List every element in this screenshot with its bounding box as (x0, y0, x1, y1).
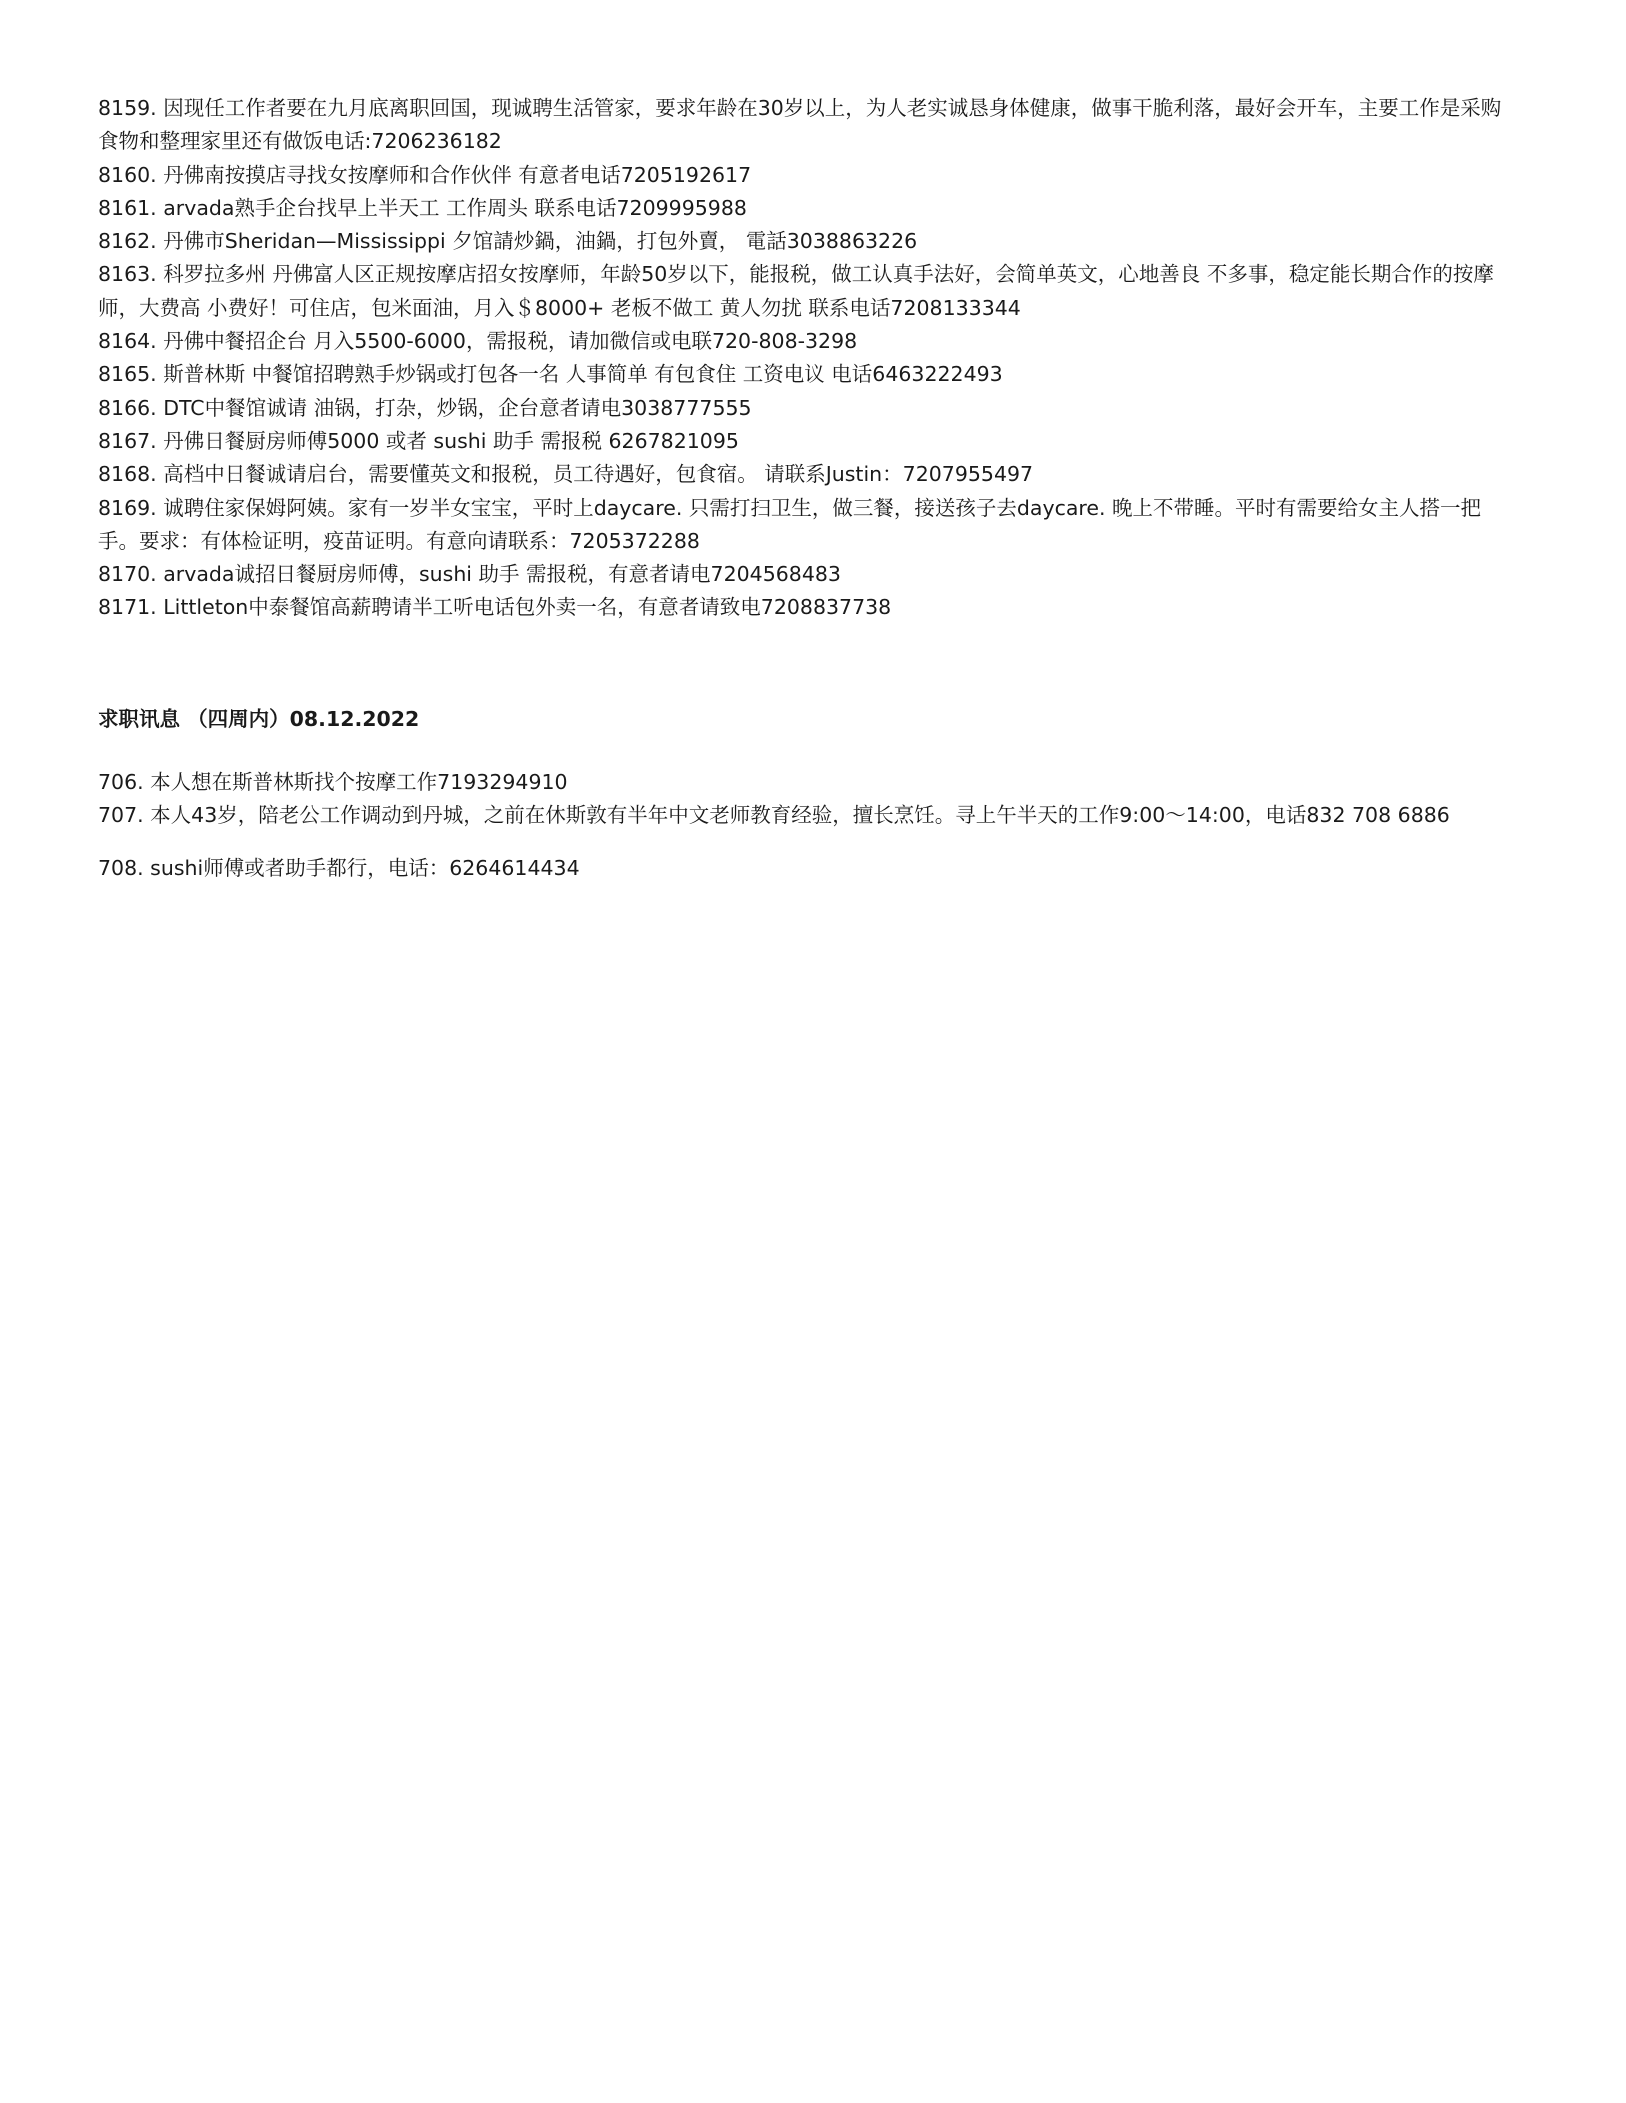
job-seekers-list (98, 766, 1518, 886)
listing-item: 8164. 丹佛中餐招企台 月入5500-6000，需报税，请加微信或电联720-808-3298 (98, 329, 858, 354)
seeker-item: 707. 本人43岁，陪老公工作调动到丹城，之前在休斯敦有半年中文老师教育经验，擅长烹饪。寻上午半天的工作9:00～14:00，电话832 708 6886 (98, 803, 1450, 828)
listing-item: 8162. 丹佛市Sheridan—Mississippi 夕馆請炒鍋，油鍋，打包外賣， 電話3038863226 (98, 229, 918, 254)
listing-item: 8169. 诚聘住家保姆阿姨。家有一岁半女宝宝，平时上daycare. 只需打扫卫生，做三餐，接送孩子去daycare. 晚上不带睡。平时有需要给女主人搭一把手。要求：有体检证明，疫苗证明。有意向请联系：7205372288 (98, 495, 1482, 553)
listing-item: 8159. 因现任工作者要在九月底离职回国，现诚聘生活管家，要求年龄在30岁以上，为人老实诚恳身体健康，做事干脆利落，最好会开车，主要工作是采购食物和整理家里还有做饭电话:7206236182 (98, 96, 1502, 154)
listing-item: 8168. 高档中日餐诚请启台，需要懂英文和报税，员工待遇好，包食宿。 请联系Justin：7207955497 (98, 462, 1034, 487)
paragraph-gap (98, 832, 1518, 852)
seeker-item: 708. sushi师傅或者助手都行，电话：6264614434 (98, 856, 580, 881)
listing-item: 8166. DTC中餐馆诚请 油锅，打杂，炒锅，企台意者请电3038777555 (98, 395, 752, 420)
seekers-section-heading: 求职讯息 （四周内）08.12.2022 (98, 706, 420, 731)
listing-item: 8170. arvada诚招日餐厨房师傅，sushi 助手 需报税，有意者请电7204568483 (98, 562, 841, 587)
seeker-item: 706. 本人想在斯普林斯找个按摩工作7193294910 (98, 769, 568, 794)
listing-item: 8171. Littleton中泰餐馆高薪聘请半工听电话包外卖一名，有意者请致电7208837738 (98, 595, 892, 620)
listing-item: 8167. 丹佛日餐厨房师傅5000 或者 sushi 助手 需报税 6267821095 (98, 428, 739, 453)
listing-item: 8165. 斯普林斯 中餐馆招聘熟手炒锅或打包各一名 人事简单 有包食住 工资电议 电话6463222493 (98, 362, 1003, 387)
document-page (98, 92, 1518, 886)
listing-item: 8161. arvada熟手企台找早上半天工 工作周头 联系电话7209995988 (98, 195, 747, 220)
listing-item: 8163. 科罗拉多州 丹佛富人区正规按摩店招女按摩师，年龄50岁以下，能报税，做工认真手法好，会简单英文，心地善良 不多事，稳定能长期合作的按摩师，大费高 小费好！可住店，包米面油，月入＄8000+ 老板不做工 黄人勿扰 联系电话7208133344 (98, 262, 1494, 320)
listing-item: 8160. 丹佛南按摸店寻找女按摩师和合作伙伴 有意者电话7205192617 (98, 162, 752, 187)
job-listings (98, 92, 1518, 625)
